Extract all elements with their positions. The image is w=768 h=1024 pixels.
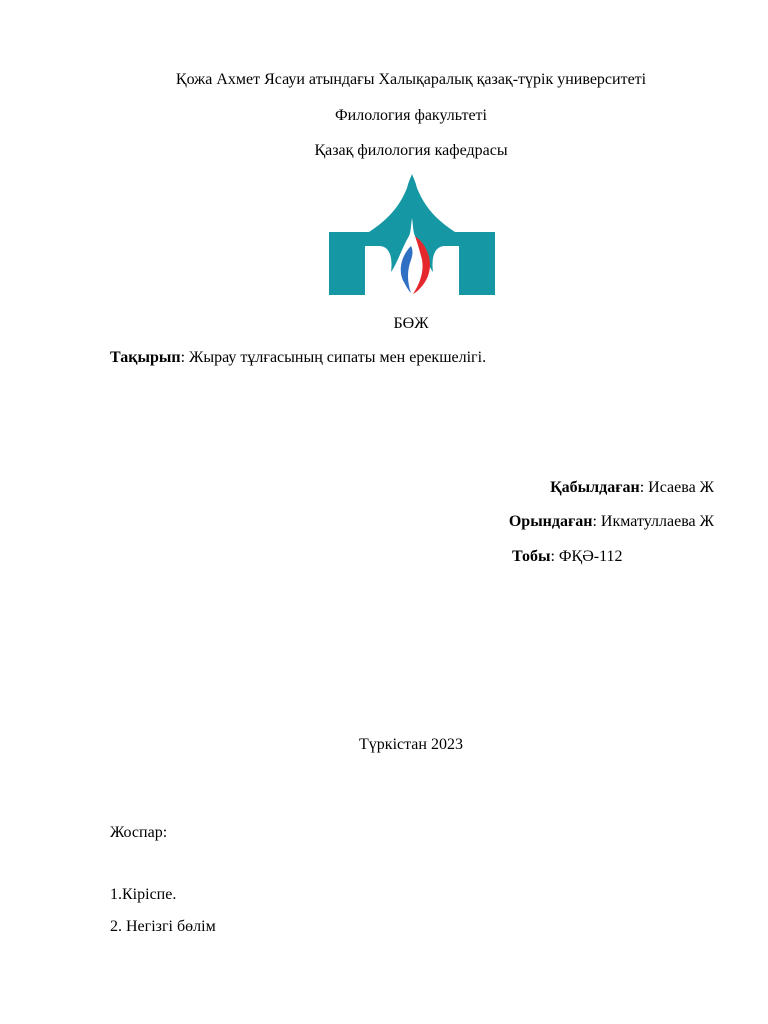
performed-value: : Икматуллаева Ж (592, 513, 714, 530)
university-name: Қожа Ахмет Ясауи атындағы Халықаралық қазақ-түрік университеті (175, 71, 647, 88)
plan-item: 1.Кіріспе. (110, 886, 177, 903)
topic-value: : Жырау тұлғасының сипаты мен ерекшелігі. (180, 349, 487, 366)
topic-label: Тақырып (110, 349, 181, 366)
city-year: Түркістан 2023 (359, 736, 463, 753)
university-logo-icon (329, 174, 495, 295)
accepted-line (550, 478, 714, 498)
accepted-label: Қабылдаған (550, 479, 640, 496)
performed-label: Орындаған (508, 513, 593, 530)
plan-item: 2. Негізгі бөлім (110, 918, 216, 935)
accepted-value: : Исаева Ж (639, 479, 714, 496)
plan-heading: Жоспар: (110, 824, 168, 841)
group-line (512, 547, 623, 567)
topic-line (110, 348, 486, 368)
group-label: Тобы (512, 548, 551, 565)
faculty-name: Филология факультеті (335, 107, 487, 124)
performed-line (509, 512, 714, 532)
work-type: БӨЖ (393, 315, 429, 332)
department-name: Қазақ филология кафедрасы (314, 142, 508, 159)
group-value: : ФҚӘ-112 (550, 548, 623, 565)
